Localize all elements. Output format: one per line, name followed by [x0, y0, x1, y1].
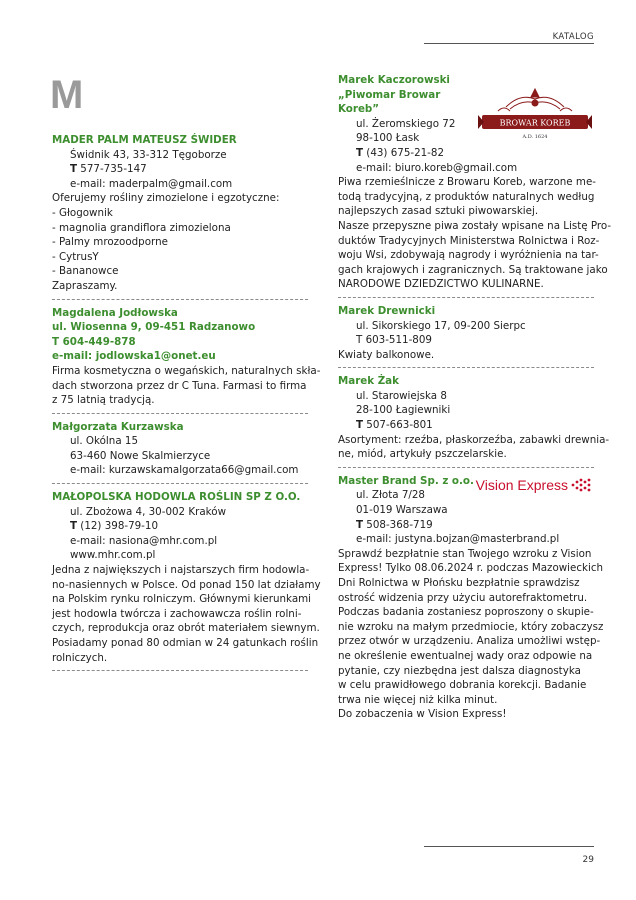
entry-desc-line: z 75 latnią tradycją.: [52, 394, 155, 407]
entry-desc-line: Firma kosmetyczna o wegańskich, naturalnych skła-: [52, 364, 321, 377]
entry-address: 01-019 Warszawa: [356, 504, 448, 517]
entry-email: e-mail: nasiona@mhr.com.pl: [70, 534, 218, 547]
entry-desc-line: Kwiaty balkonowe.: [338, 348, 435, 361]
entry-desc-line: no-nasiennych w Polsce. Od ponad 150 lat działamy: [52, 578, 321, 591]
entry-address: ul. Zbożowa 4, 30-002 Kraków: [70, 505, 226, 518]
vision-express-dots-icon: [570, 478, 594, 492]
entry-name: MADER PALM MATEUSZ ŚWIDER: [52, 134, 237, 146]
browar-koreb-logo: [476, 85, 594, 143]
entry-desc-line: Podczas badania zostaniesz poproszony o skupie-: [338, 606, 594, 619]
entry-phone: [52, 162, 308, 177]
entry-address: ul. Złota 7/28: [356, 489, 425, 502]
entry-text-line: - Głogownik: [52, 206, 113, 219]
phone-number: 507-663-801: [363, 419, 433, 432]
vision-express-logo-text: Vision Express: [475, 476, 568, 493]
dashed-divider: [338, 467, 594, 468]
entry-name-line: „Piwomar Browar: [338, 88, 441, 101]
entry-text-line: Oferujemy rośliny zimozielone i egzotyczne:: [52, 192, 280, 205]
entry-desc-line: dach stworzona przez dr C Tuna. Farmasi to firma: [52, 379, 307, 392]
entry-kurzawska: [52, 420, 308, 478]
entry-name-line: Koreb”: [338, 103, 380, 116]
entry-desc-line: nie wzroku na małym przedmiocie, który zobaczysz: [338, 620, 604, 633]
browar-koreb-logo-year: A.D. 1624: [522, 134, 548, 140]
phone-number: 577-735-147: [77, 163, 147, 176]
header-rule: [424, 43, 594, 44]
entry-desc-line: ne określenie ewentualnej wady oraz odpowie na: [338, 649, 593, 662]
phone-prefix: T: [356, 146, 364, 159]
entry-desc-line: pytanie, czy niezbędna jest dalsza diagnostyka: [338, 664, 581, 677]
entry-text-line: - Palmy mrozoodporne: [52, 236, 168, 249]
dashed-divider: [52, 413, 308, 414]
page-number: 29: [582, 855, 594, 865]
entry-master-brand: [338, 474, 604, 722]
entry-name: Marek Kaczorowski: [338, 74, 450, 86]
entry-email: e-mail: kurzawskamalgorzata66@gmail.com: [70, 464, 299, 477]
dashed-divider: [338, 367, 594, 368]
phone-number: 508-368-719: [363, 518, 433, 531]
entry-address: 63-460 Nowe Skalmierzyce: [70, 449, 211, 462]
entry-phone: T 604-449-878: [52, 335, 136, 348]
entry-desc-line: trwa nie więcej niż kilka minut.: [338, 693, 498, 706]
entry-phone: [52, 519, 308, 534]
entry-desc-line: woju Wsi, zdobywają nagrody i wyróżnienia na tar-: [338, 249, 599, 262]
entry-zak: [338, 374, 610, 462]
entry-address: ul. Żeromskiego 72: [356, 117, 456, 130]
catalog-header-label: KATALOG: [552, 32, 594, 42]
entry-desc-line: Dni Rolnictwa w Płońsku bezpłatnie sprawdzisz: [338, 577, 580, 589]
entry-desc-line: czych, reprodukcja oraz obrót materiałem siewnym.: [52, 622, 320, 635]
left-column: [52, 133, 321, 677]
entry-phone: T 603-511-809: [356, 334, 432, 347]
phone-prefix: T: [356, 518, 364, 531]
entry-address: ul. Sikorskiego 17, 09-200 Sierpc: [356, 319, 526, 332]
entry-malopolska-hodowla: [52, 490, 321, 665]
dashed-divider: [338, 297, 594, 298]
entry-drewnicki: [338, 304, 594, 362]
entry-website: www.mhr.com.pl: [70, 549, 156, 562]
entry-desc-line: NARODOWE DZIEDZICTWO KULINARNE.: [338, 278, 544, 291]
section-letter: M: [50, 73, 84, 117]
entry-name: Marek Żak: [338, 375, 399, 388]
entry-desc-line: Do zobaczenia w Vision Express!: [338, 708, 507, 721]
entry-desc-line: ostrość widzenia przy użyciu autorefraktometru.: [338, 591, 588, 604]
phone-prefix: T: [70, 520, 78, 533]
entry-desc-line: Posiadamy ponad 80 odmian w 24 gatunkach roślin: [52, 637, 319, 649]
entry-address: ul. Okólna 15: [70, 435, 139, 448]
entry-desc-line: Asortyment: rzeźba, płaskorzeźba, zabawki drewnia-: [338, 433, 610, 446]
entry-desc-line: w celu prawidłowego dobrania korekcji. Badanie: [338, 679, 587, 692]
entry-desc-line: Piwa rzemieślnicze z Browaru Koreb, warzone me-: [338, 176, 596, 189]
entry-desc-line: na Polskim rynku rolniczym. Głównymi kierunkami: [52, 593, 312, 606]
phone-prefix: T: [70, 163, 78, 176]
entry-text-line: - Bananowce: [52, 265, 119, 278]
entry-desc-line: Nasze przepyszne piwa zostały wpisane na Listę Pro-: [338, 219, 612, 232]
entry-email: e-mail: jodlowska1@onet.eu: [52, 350, 216, 363]
entry-desc-line: jest hodowla twórcza i zachowawcza roślin rolni-: [52, 607, 302, 620]
phone-number: (43) 675-21-82: [363, 146, 445, 159]
entry-phone: [338, 146, 594, 161]
entry-jodlowska: [52, 306, 321, 408]
entry-mader-palm: [52, 133, 308, 294]
entry-name: Magdalena Jodłowska: [52, 306, 178, 319]
entry-desc-line: najlepszych zasad sztuki piwowarskiej.: [338, 205, 539, 218]
entry-address: ul. Wiosenna 9, 09-451 Radzanowo: [52, 321, 256, 334]
dashed-divider: [52, 483, 308, 484]
entry-email: e-mail: maderpalm@gmail.com: [70, 177, 233, 190]
phone-prefix: T: [356, 419, 364, 432]
entry-name: MAŁOPOLSKA HODOWLA ROŚLIN SP Z O.O.: [52, 491, 301, 504]
entry-text-line: - CytrusY: [52, 250, 99, 263]
entry-address: ul. Starowiejska 8: [356, 389, 447, 402]
entry-desc-line: przez otwór w urządzeniu. Analiza umożliwi wstęp-: [338, 635, 601, 648]
entry-desc-line: Sprawdź bezpłatnie stan Twojego wzroku z Vision: [338, 547, 592, 560]
entry-desc-line: duktów Tradycyjnych Ministerstwa Rolnictwa i Roz-: [338, 234, 600, 247]
entry-address: Świdnik 43, 33-312 Tęgoborze: [70, 148, 227, 161]
dashed-divider: [52, 299, 308, 300]
entry-phone: [338, 418, 594, 433]
vision-express-logo: [476, 477, 594, 493]
entry-desc-line: Express! Tylko 08.06.2024 r. podczas Mazowieckich: [338, 562, 604, 575]
entry-desc-line: gach krajowych i zagranicznych. Są traktowane jako: [338, 263, 608, 276]
browar-koreb-logo-text: BROWAR KOREB: [499, 118, 571, 128]
entry-desc-line: Jedna z największych i najstarszych firm hodowla-: [52, 564, 310, 577]
entry-text-line: - magnolia grandiflora zimozielona: [52, 221, 231, 234]
entry-desc-line: rolniczych.: [52, 651, 108, 664]
entry-phone: [338, 518, 594, 533]
footer-rule: [424, 846, 594, 847]
entry-text-line: Zapraszamy.: [52, 279, 118, 292]
entry-address: 28-100 Łagiewniki: [356, 404, 451, 417]
entry-kaczorowski: [338, 73, 612, 292]
phone-number: (12) 398-79-10: [77, 520, 159, 533]
entry-name: Małgorzata Kurzawska: [52, 420, 184, 433]
entry-desc-line: ne, miód, artykuły pszczelarskie.: [338, 448, 507, 461]
entry-address: 98-100 Łask: [356, 132, 420, 145]
entry-name: Marek Drewnicki: [338, 304, 436, 317]
right-column: [338, 73, 612, 722]
entry-name: Master Brand Sp. z o.o.: [338, 474, 474, 487]
entry-email: e-mail: justyna.bojzan@masterbrand.pl: [356, 533, 560, 546]
entry-email: e-mail: biuro.koreb@gmail.com: [356, 161, 518, 174]
dashed-divider: [52, 670, 308, 671]
entry-desc-line: todą tradycyjną, z produktów naturalnych według: [338, 190, 595, 203]
